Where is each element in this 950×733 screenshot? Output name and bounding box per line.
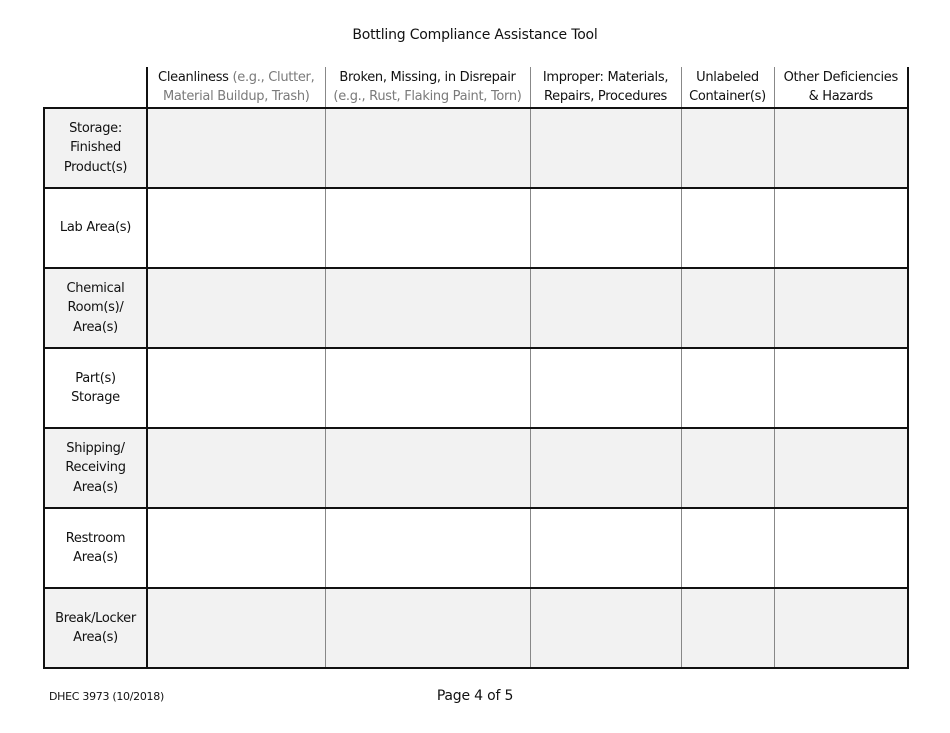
row-label [44,508,147,588]
table-row-lab-areas [44,188,908,268]
entry-cell-unlabeled[interactable] [681,268,774,348]
row-label-line: Area(s) [73,479,118,495]
entry-cell-broken[interactable] [325,348,530,428]
entry-cell-unlabeled[interactable] [681,188,774,268]
column-header-title: Cleanliness [158,70,229,85]
table-row-storage-finished-products [44,108,908,188]
column-header-example: Material Buildup, Trash) [162,89,310,104]
entry-cell-improper[interactable] [530,348,681,428]
entry-cell-cleanliness[interactable] [147,188,325,268]
entry-cell-other[interactable] [774,508,908,588]
entry-cell-improper[interactable] [530,508,681,588]
form-code: DHEC 3973 (10/2018) [49,690,164,703]
row-label [44,268,147,348]
entry-cell-broken[interactable] [325,508,530,588]
entry-cell-broken[interactable] [325,188,530,268]
column-header-title: Unlabeled [696,70,759,85]
column-header-improper [530,67,681,108]
entry-cell-unlabeled[interactable] [681,348,774,428]
table-row-restroom-areas [44,508,908,588]
entry-cell-cleanliness[interactable] [147,428,325,508]
row-label-line: Finished [70,140,121,156]
column-header-title: Other Deficiencies [783,70,898,85]
row-label-line: Receiving [65,460,126,476]
column-header-title-line2: & Hazards [808,89,873,104]
corner-cell [44,67,147,108]
row-label-line: Storage [71,390,120,405]
table-row-shipping-receiving [44,428,908,508]
entry-cell-broken[interactable] [325,268,530,348]
document-title: Bottling Compliance Assistance Tool [352,27,598,43]
page-number: Page 4 of 5 [436,688,514,704]
header-row [44,67,908,108]
entry-cell-broken[interactable] [325,108,530,188]
entry-cell-cleanliness[interactable] [147,588,325,668]
column-header-title: Broken, Missing, in Disrepair [339,70,516,85]
column-header-example: (e.g., Clutter, [228,70,315,85]
row-label-line: Area(s) [73,319,118,335]
column-header-title: Improper: Materials, [542,70,669,85]
compliance-table [43,67,909,669]
row-label-line: Product(s) [63,159,128,175]
entry-cell-cleanliness[interactable] [147,348,325,428]
entry-cell-other[interactable] [774,188,908,268]
table-row-break-locker-areas [44,588,908,668]
entry-cell-other[interactable] [774,348,908,428]
entry-cell-unlabeled[interactable] [681,508,774,588]
column-header-title-line2: Repairs, Procedures [543,89,668,104]
table-row-parts-storage [44,348,908,428]
row-label [44,188,147,268]
entry-cell-other[interactable] [774,108,908,188]
row-label-line: Restroom [65,530,126,546]
entry-cell-cleanliness[interactable] [147,508,325,588]
entry-cell-other[interactable] [774,268,908,348]
row-label [44,428,147,508]
column-header-example: (e.g., Rust, Flaking Paint, Torn) [333,89,522,104]
entry-cell-cleanliness[interactable] [147,108,325,188]
row-label-line: Chemical [66,280,125,296]
entry-cell-unlabeled[interactable] [681,588,774,668]
row-label-line: Area(s) [73,550,118,565]
table-row-chemical-rooms [44,268,908,348]
column-header-other [774,67,908,108]
entry-cell-improper[interactable] [530,108,681,188]
row-label-line: Storage: [69,120,122,136]
entry-cell-broken[interactable] [325,588,530,668]
row-label [44,108,147,188]
entry-cell-improper[interactable] [530,588,681,668]
row-label-line: Part(s) [75,370,116,386]
row-label-line: Room(s)/ [67,300,124,316]
entry-cell-broken[interactable] [325,428,530,508]
column-header-broken [325,67,530,108]
row-label-line: Lab Area(s) [59,220,132,236]
column-header-unlabeled [681,67,774,108]
entry-cell-cleanliness[interactable] [147,268,325,348]
column-header-title-line2: Container(s) [689,89,766,104]
row-label-line: Break/Locker [55,610,136,626]
row-label-line: Area(s) [73,630,118,645]
entry-cell-improper[interactable] [530,188,681,268]
entry-cell-improper[interactable] [530,428,681,508]
entry-cell-other[interactable] [774,428,908,508]
entry-cell-unlabeled[interactable] [681,108,774,188]
entry-cell-unlabeled[interactable] [681,428,774,508]
entry-cell-improper[interactable] [530,268,681,348]
row-label-line: Shipping/ [66,440,125,456]
row-label [44,588,147,668]
column-header-cleanliness [147,67,325,108]
entry-cell-other[interactable] [774,588,908,668]
row-label [44,348,147,428]
